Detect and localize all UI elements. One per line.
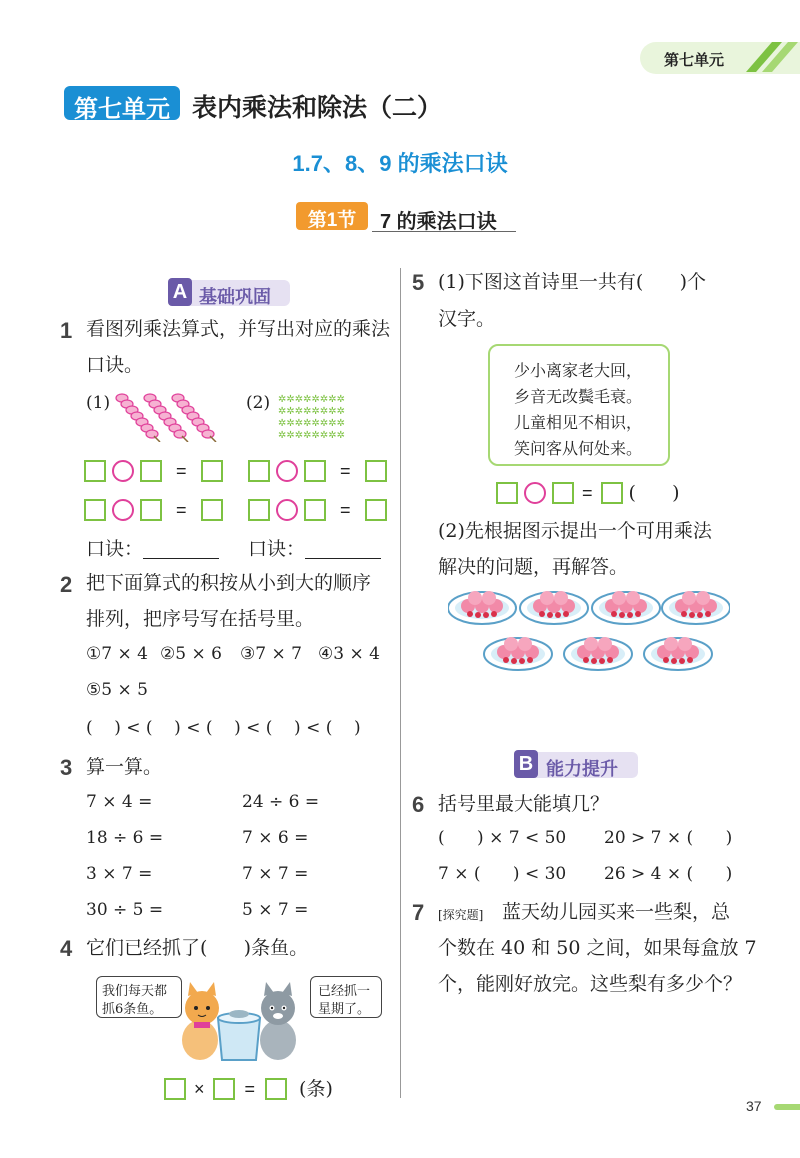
q5-number: 5	[412, 270, 425, 295]
part-b-label: 能力提升	[546, 759, 618, 779]
section-title: 7 的乘法口诀	[380, 211, 497, 233]
q7-line3: 个，能刚好放完。这些梨有多少个？	[438, 973, 743, 995]
q1-sub1-label: (1)	[86, 393, 111, 413]
q2-line2: 排列，把序号写在括号里。	[86, 608, 315, 630]
q5-answer-row[interactable]: = ( )	[496, 482, 680, 504]
q3-left-3[interactable]: 3 × 7 =	[86, 864, 153, 884]
unit-badge-label: 第七单元	[74, 96, 170, 123]
q7-line2: 个数在 40 和 50 之间，如果每盒放 7	[438, 937, 757, 959]
q1-sub2-label: (2)	[246, 393, 271, 413]
q2-line1: 把下面算式的积按从小到大的顺序	[86, 572, 372, 594]
q1-answer-row-1a[interactable]: =	[84, 460, 223, 482]
q2-number: 2	[60, 572, 73, 597]
q4-bubble-left-l2: 抓6条鱼。	[102, 1002, 163, 1017]
q3-left-1[interactable]: 7 × 4 =	[86, 792, 153, 812]
q6-row1-left[interactable]: ( ) × 7 < 50	[438, 828, 567, 848]
q7-tag: [探究题]	[438, 908, 484, 922]
poem-line-3: 儿童相见不相识，	[514, 413, 643, 432]
column-divider	[400, 268, 401, 1098]
section-badge-label: 第1节	[307, 210, 357, 231]
page-number-bar	[774, 1104, 800, 1110]
header-stripes-icon	[738, 38, 800, 72]
q1-line2: 口诀。	[86, 354, 144, 376]
q6-row2-left[interactable]: 7 × ( ) < 30	[438, 864, 567, 884]
q2-item-3: ③7 × 7	[240, 644, 302, 664]
q3-right-4[interactable]: 5 × 7 =	[242, 900, 309, 920]
q2-item-4: ④3 × 4	[318, 644, 380, 664]
q3-left-2[interactable]: 18 ÷ 6 =	[86, 828, 164, 848]
section-underline	[372, 231, 516, 232]
svg-text:✲✲✲✲✲✲✲✲: ✲✲✲✲✲✲✲✲	[278, 418, 346, 429]
q1-koujue-2[interactable]: 口诀：	[248, 540, 381, 559]
q5-line1: (1)下图这首诗里一共有( )个	[438, 271, 706, 293]
q2-order-line[interactable]: ( ) < ( ) < ( ) < ( ) < ( )	[86, 718, 361, 738]
q1-line1: 看图列乘法算式，并写出对应的乘法	[86, 318, 391, 340]
q7-number: 7	[412, 900, 425, 925]
q7-line1: 蓝天幼儿园买来一些梨，总	[502, 901, 731, 923]
candied-haws-picture	[114, 390, 218, 442]
q1-answer-row-2a[interactable]: =	[248, 460, 387, 482]
poem-line-4: 笑问客从何处来。	[514, 439, 643, 458]
q2-item-5: ⑤5 × 5	[86, 680, 148, 700]
q4-bubble-right-l2: 星期了。	[318, 1002, 371, 1017]
q4-title: 它们已经抓了( )条鱼。	[86, 937, 309, 959]
q6-row1-right[interactable]: 20 > 7 × ( )	[604, 828, 733, 848]
q1-answer-row-1b[interactable]: =	[84, 499, 223, 521]
q2-item-2: ②5 × 6	[160, 644, 222, 664]
q6-title: 括号里最大能填几？	[438, 793, 610, 815]
part-a-label: 基础巩固	[199, 287, 271, 307]
part-b-letter: B	[514, 750, 538, 778]
q4-answer-row[interactable]: × = (条)	[164, 1078, 333, 1100]
q3-number: 3	[60, 755, 73, 780]
svg-text:✲✲✲✲✲✲✲✲: ✲✲✲✲✲✲✲✲	[278, 394, 346, 405]
q4-bubble-right-l1: 已经抓一	[318, 984, 371, 999]
apple-plates-picture	[448, 586, 730, 672]
page-number: 37	[746, 1098, 762, 1114]
q1-koujue-1[interactable]: 口诀：	[86, 540, 219, 559]
lesson-title: 1.7、8、9 的乘法口诀	[292, 151, 508, 176]
q1-answer-row-2b[interactable]: =	[248, 499, 387, 521]
q6-number: 6	[412, 792, 425, 817]
q5-part2-line1: (2)先根据图示提出一个可用乘法	[438, 520, 712, 542]
q3-left-4[interactable]: 30 ÷ 5 =	[86, 900, 164, 920]
q1-number: 1	[60, 318, 73, 343]
svg-text:✲✲✲✲✲✲✲✲: ✲✲✲✲✲✲✲✲	[278, 406, 346, 417]
stars-picture	[278, 393, 374, 439]
q6-row2-right[interactable]: 26 > 4 × ( )	[604, 864, 733, 884]
unit-header-label: 第七单元	[664, 52, 725, 69]
q5-line2: 汉字。	[438, 308, 496, 330]
poem-line-2: 乡音无改鬓毛衰。	[514, 387, 643, 406]
q3-right-3[interactable]: 7 × 7 =	[242, 864, 309, 884]
q3-right-1[interactable]: 24 ÷ 6 =	[242, 792, 320, 812]
q5-part2-line2: 解决的问题，再解答。	[438, 556, 629, 578]
svg-text:✲✲✲✲✲✲✲✲: ✲✲✲✲✲✲✲✲	[278, 430, 346, 439]
q4-bubble-left-l1: 我们每天都	[102, 984, 168, 999]
q4-number: 4	[60, 936, 73, 961]
q3-right-2[interactable]: 7 × 6 =	[242, 828, 309, 848]
cats-fishing-picture	[160, 978, 310, 1064]
part-a-letter: A	[168, 278, 192, 306]
unit-title: 表内乘法和除法（二）	[192, 94, 443, 122]
q2-item-1: ①7 × 4	[86, 644, 148, 664]
q3-title: 算一算。	[86, 756, 163, 778]
poem-line-1: 少小离家老大回，	[514, 361, 643, 380]
